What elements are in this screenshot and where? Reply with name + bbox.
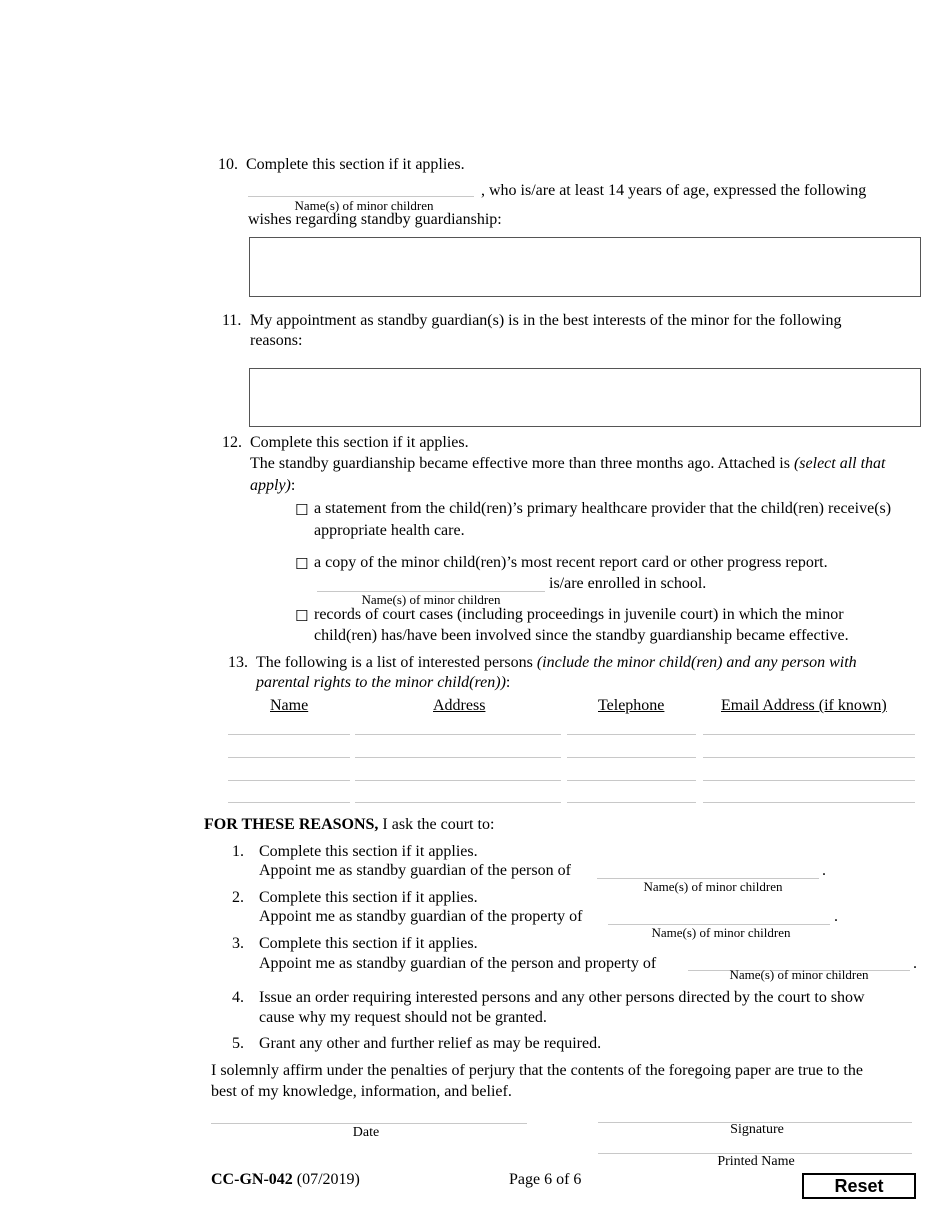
item-13-text: The following is a list of interested persons	[256, 654, 533, 671]
affirmation-line2: best of my knowledge, information, and belief.	[211, 1083, 512, 1100]
request-2-line1: Complete this section if it applies.	[259, 889, 478, 906]
request-1-line1: Complete this section if it applies.	[259, 843, 478, 860]
option-2-line2: is/are enrolled in school.	[549, 575, 707, 592]
reasons-textbox[interactable]	[249, 368, 921, 427]
request-1-end: .	[822, 862, 826, 879]
person-email-field[interactable]	[703, 757, 915, 758]
item-11-line1: My appointment as standby guardian(s) is in the best interests of the minor for the following	[250, 312, 842, 329]
date-line[interactable]	[211, 1123, 527, 1124]
item-11-line2: reasons:	[250, 332, 303, 349]
item-10-line1: , who is/are at least 14 years of age, expressed the following	[481, 182, 867, 199]
minor-names-caption-10: Name(s) of minor children	[294, 198, 434, 213]
report-card-checkbox[interactable]: ☐	[295, 555, 309, 573]
item-13-number: 13.	[228, 654, 248, 671]
request-3-line2: Appoint me as standby guardian of the person and property of	[259, 955, 657, 972]
item-11-number: 11.	[222, 312, 242, 329]
printed-name-input[interactable]	[598, 1136, 912, 1152]
affirmation-line1: I solemnly affirm under the penalties of perjury that the contents of the foregoing paper are true to the	[211, 1062, 863, 1079]
item-13-italic1: (include the minor child(ren) and any person with	[536, 654, 857, 671]
request-3-line1: Complete this section if it applies.	[259, 935, 478, 952]
option-1-line2: appropriate health care.	[314, 522, 465, 539]
option-3-line2: child(ren) has/have been involved since the standby guardianship became effective.	[314, 627, 849, 644]
option-2-line1: a copy of the minor child(ren)’s most recent report card or other progress report.	[314, 554, 828, 571]
page-number: Page 6 of 6	[509, 1171, 582, 1188]
item-12-intro-line1	[250, 455, 886, 473]
person-name-field[interactable]	[228, 780, 350, 781]
signature-label: Signature	[730, 1122, 784, 1137]
person-email-field[interactable]	[703, 734, 915, 735]
request-4-line2: cause why my request should not be granted.	[259, 1009, 547, 1026]
request-2-number: 2.	[232, 889, 244, 906]
person-address-field[interactable]	[355, 757, 561, 758]
item-13-line1	[256, 654, 857, 672]
court-records-checkbox[interactable]: ☐	[295, 607, 309, 625]
date-label: Date	[352, 1125, 380, 1140]
person-telephone-field[interactable]	[567, 734, 696, 735]
person-name-field[interactable]	[228, 802, 350, 803]
health-statement-checkbox[interactable]: ☐	[295, 501, 309, 519]
minor-names-input-12[interactable]	[317, 575, 545, 591]
reasons-heading-rest: I ask the court to:	[382, 816, 495, 833]
item-13-line2	[256, 674, 510, 692]
minor-names-input-10[interactable]	[248, 180, 474, 196]
minor-names-line-10	[248, 196, 474, 197]
person-name-field[interactable]	[228, 734, 350, 735]
item-10-number: 10.	[218, 156, 238, 173]
item-12-number: 12.	[222, 434, 242, 451]
reasons-heading-bold: FOR THESE REASONS,	[204, 816, 379, 833]
item-10-line2: wishes regarding standby guardianship:	[248, 211, 502, 228]
request-2-names-input[interactable]	[608, 908, 830, 924]
request-3-end: .	[913, 955, 917, 972]
wishes-textbox[interactable]	[249, 237, 921, 297]
form-date: (07/2019)	[296, 1171, 360, 1188]
item-12-intro-colon: :	[290, 477, 296, 494]
item-12-intro-text: The standby guardianship became effective more than three months ago. Attached is	[250, 455, 790, 472]
person-telephone-field[interactable]	[567, 802, 696, 803]
column-header-telephone: Telephone	[598, 697, 665, 714]
item-10-heading: Complete this section if it applies.	[246, 156, 465, 173]
request-3-caption: Name(s) of minor children	[729, 967, 869, 982]
request-1-number: 1.	[232, 843, 244, 860]
person-telephone-field[interactable]	[567, 757, 696, 758]
column-header-name: Name	[270, 697, 309, 714]
request-5-number: 5.	[232, 1035, 244, 1052]
person-telephone-field[interactable]	[567, 780, 696, 781]
item-12-intro-italic1: (select all that	[793, 455, 886, 472]
request-4-line1: Issue an order requiring interested persons and any other persons directed by the court to show	[259, 989, 865, 1006]
person-email-field[interactable]	[703, 780, 915, 781]
person-address-field[interactable]	[355, 780, 561, 781]
reset-button[interactable]: Reset	[802, 1173, 916, 1199]
person-address-field[interactable]	[355, 734, 561, 735]
request-2-caption: Name(s) of minor children	[651, 925, 791, 940]
person-name-field[interactable]	[228, 757, 350, 758]
option-3-line1: records of court cases (including proceedings in juvenile court) in which the minor	[314, 606, 844, 623]
request-4-number: 4.	[232, 989, 244, 1006]
person-address-field[interactable]	[355, 802, 561, 803]
person-email-field[interactable]	[703, 802, 915, 803]
item-12-intro-italic2: apply)	[250, 477, 291, 494]
request-2-line2: Appoint me as standby guardian of the property of	[259, 908, 583, 925]
reasons-heading	[204, 816, 494, 834]
column-header-email: Email Address (if known)	[721, 697, 887, 714]
request-5-line1: Grant any other and further relief as may be required.	[259, 1035, 602, 1052]
request-3-number: 3.	[232, 935, 244, 952]
request-1-caption: Name(s) of minor children	[643, 879, 783, 894]
item-13-italic2: parental rights to the minor child(ren))	[256, 674, 506, 691]
request-1-line2: Appoint me as standby guardian of the person of	[259, 862, 571, 879]
option-1-line1: a statement from the child(ren)’s primary healthcare provider that the child(ren) receive(s)	[314, 500, 892, 517]
request-1-names-input[interactable]	[597, 862, 819, 878]
item-12-heading: Complete this section if it applies.	[250, 434, 469, 451]
item-12-intro-line2	[250, 477, 295, 495]
form-number: CC-GN-042	[211, 1171, 293, 1188]
request-2-end: .	[834, 908, 838, 925]
form-id	[211, 1171, 360, 1189]
column-header-address: Address	[433, 697, 486, 714]
item-13-colon: :	[505, 674, 511, 691]
printed-name-label: Printed Name	[717, 1154, 795, 1169]
minor-names-caption-12: Name(s) of minor children	[361, 592, 501, 607]
